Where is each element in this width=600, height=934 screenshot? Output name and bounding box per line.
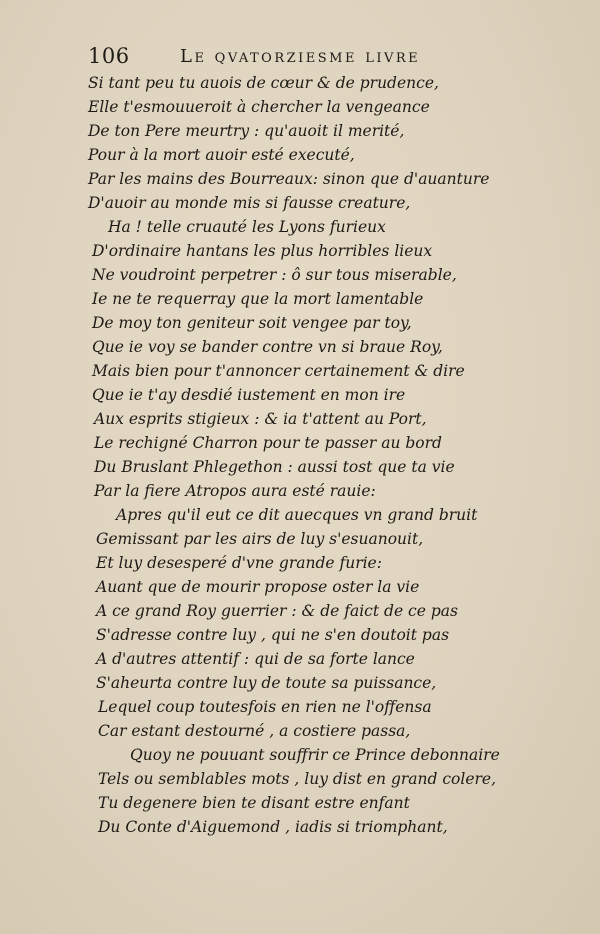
- verse-line: A ce grand Roy guerrier : & de faict de ce pas: [96, 602, 458, 620]
- verse-line: Car estant destourné , a costiere passa,: [98, 722, 411, 740]
- verse-line: Que ie voy se bander contre vn si braue Roy,: [92, 338, 443, 356]
- verse-line: Le rechigné Charron pour te passer au bord: [94, 434, 442, 452]
- verse-line: D'auoir au monde mis si fausse creature,: [88, 194, 411, 212]
- verse-line: Lequel coup toutesfois en rien ne l'offensa: [98, 698, 432, 716]
- verse-line: Ne voudroint perpetrer : ô sur tous miserable,: [92, 266, 457, 284]
- verse-line: Par la fiere Atropos aura esté rauie:: [94, 482, 376, 500]
- verse-line: De ton Pere meurtry : qu'auoit il merité,: [88, 122, 405, 140]
- verse-line: Tels ou semblables mots , luy dist en grand colere,: [98, 770, 497, 788]
- page-header: [88, 44, 478, 70]
- running-title: Le qvatorziesme livre: [180, 46, 421, 67]
- verse-line: Quoy ne pouuant souffrir ce Prince debonnaire: [130, 746, 500, 764]
- verse-line: Par les mains des Bourreaux: sinon que d'auanture: [88, 170, 490, 188]
- verse-line: Aux esprits stigieux : & ia t'attent au Port,: [94, 410, 427, 428]
- verse-line: D'ordinaire hantans les plus horribles lieux: [92, 242, 433, 260]
- show-through-text: [522, 240, 592, 800]
- verse-line: Du Conte d'Aiguemond , iadis si triomphant,: [98, 818, 448, 836]
- verse-line: Que ie t'ay desdié iustement en mon ire: [92, 386, 406, 404]
- verse-line: Mais bien pour t'annoncer certainement & dire: [92, 362, 465, 380]
- verse-line: S'aheurta contre luy de toute sa puissance,: [96, 674, 437, 692]
- verse-line: Ha ! telle cruauté les Lyons furieux: [108, 218, 386, 236]
- verse-line: Du Bruslant Phlegethon : aussi tost que ta vie: [94, 458, 455, 476]
- verse-line: Auant que de mourir propose oster la vie: [96, 578, 420, 596]
- verse-line: Et luy desesperé d'vne grande furie:: [96, 554, 382, 572]
- verse-line: Tu degenere bien te disant estre enfant: [98, 794, 410, 812]
- verse-line: Gemissant par les airs de luy s'esuanouit,: [96, 530, 424, 548]
- verse-line: Pour à la mort auoir esté executé,: [88, 146, 355, 164]
- page-number: 106: [88, 44, 130, 68]
- verse-line: Ie ne te requerray que la mort lamentable: [92, 290, 424, 308]
- verse-line: A d'autres attentif : qui de sa forte lance: [96, 650, 415, 668]
- verse-line: De moy ton geniteur soit vengee par toy,: [92, 314, 412, 332]
- verse-line: Apres qu'il eut ce dit auecques vn grand bruit: [116, 506, 478, 524]
- verse-line: Elle t'esmouueroit à chercher la vengeance: [88, 98, 430, 116]
- verse-line: S'adresse contre luy , qui ne s'en doutoit pas: [96, 626, 450, 644]
- verse-line: Si tant peu tu auois de cœur & de prudence,: [88, 74, 439, 92]
